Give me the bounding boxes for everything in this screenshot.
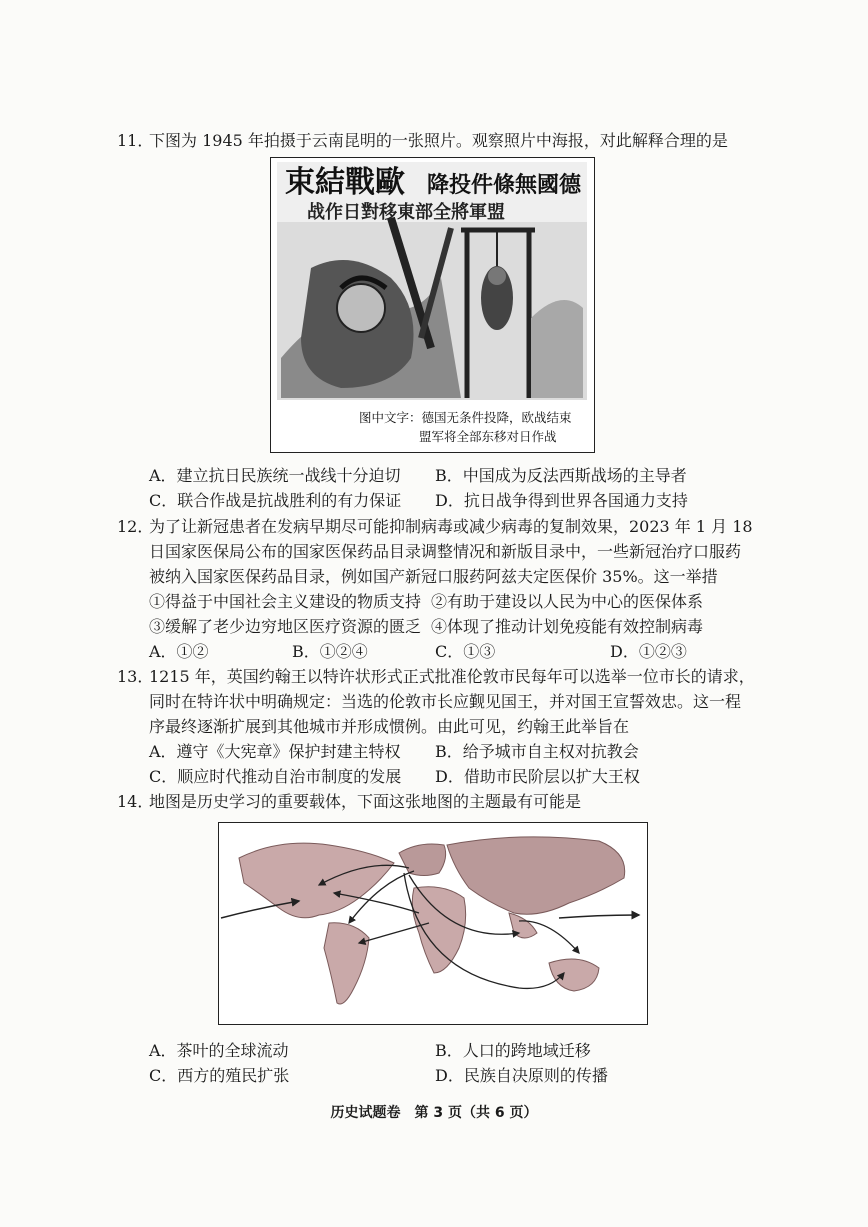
photo-caption-line2: 盟军将全部东移对日作战 <box>419 429 557 444</box>
q13-option-c[interactable]: C．顺应时代推动自治市制度的发展 <box>149 767 402 786</box>
q14-option-c[interactable]: C．西方的殖民扩张 <box>149 1066 290 1085</box>
q13-line2: 同时在特许状中明确规定：当选的伦敦市长应觐见国王，并对国王宣誓效忠。这一程 <box>149 692 742 711</box>
q13-option-d[interactable]: D．借助市民阶层以扩大王权 <box>435 767 640 786</box>
q14-stem: 地图是历史学习的重要载体，下面这张地图的主题最有可能是 <box>149 792 582 811</box>
q12-number: 12． <box>117 517 154 536</box>
q13-option-a[interactable]: A．遵守《大宪章》保护封建主特权 <box>149 742 401 761</box>
q11-option-d[interactable]: D．抗日战争得到世界各国通力支持 <box>435 491 688 510</box>
poster-subtitle: 战作日對移東部全將軍盟 <box>307 202 505 223</box>
q12-item4: ④体现了推动计划免疫能有效控制病毒 <box>431 617 704 636</box>
q11-option-c[interactable]: C．联合作战是抗战胜利的有力保证 <box>149 491 402 510</box>
q13-line3: 序最终逐渐扩展到其他城市并形成惯例。由此可见，约翰王此举旨在 <box>149 717 630 736</box>
q12-option-a[interactable]: A．①② <box>149 642 209 661</box>
q14-number: 14． <box>117 792 154 811</box>
page-footer: 历史试题卷 第 3 页（共 6 页） <box>330 1105 538 1121</box>
q11-stem: 下图为 1945 年拍摄于云南昆明的一张照片。观察照片中海报，对此解释合理的是 <box>149 131 728 150</box>
q12-line2: 日国家医保局公布的国家医保药品目录调整情况和新版目录中，一些新冠治疗口服药 <box>149 542 742 561</box>
poster-title-left: 束結戰歐 <box>285 165 405 200</box>
q11-option-a[interactable]: A．建立抗日民族统一战线十分迫切 <box>149 466 401 485</box>
q12-option-d[interactable]: D．①②③ <box>610 642 687 661</box>
poster-title-right: 降投件條無國德 <box>427 173 582 198</box>
q12-option-b[interactable]: B．①②④ <box>292 642 368 661</box>
q12-item2: ②有助于建设以人民为中心的医保体系 <box>431 592 704 611</box>
q14-world-map <box>218 822 648 1025</box>
q13-option-b[interactable]: B．给予城市自主权对抗教会 <box>435 742 639 761</box>
world-map-illustration <box>219 823 646 1023</box>
q11-photo <box>270 157 595 453</box>
q14-option-b[interactable]: B．人口的跨地域迁移 <box>435 1041 591 1060</box>
q12-item3: ③缓解了老少边穷地区医疗资源的匮乏 <box>149 617 422 636</box>
q11-option-b[interactable]: B．中国成为反法西斯战场的主导者 <box>435 466 687 485</box>
q11-number: 11． <box>117 131 154 150</box>
q13-number: 13． <box>117 667 154 686</box>
q12-option-c[interactable]: C．①③ <box>435 642 496 661</box>
photo-caption-line1: 图中文字：德国无条件投降，欧战结束 <box>359 410 572 425</box>
q13-line1: 1215 年，英国约翰王以特许状形式正式批准伦敦市民每年可以选举一位市长的请求， <box>149 667 755 686</box>
q12-line1: 为了让新冠患者在发病早期尽可能抑制病毒或减少病毒的复制效果，2023 年 1 月 18 <box>149 517 753 536</box>
q14-option-d[interactable]: D．民族自决原则的传播 <box>435 1066 608 1085</box>
q14-option-a[interactable]: A．茶叶的全球流动 <box>149 1041 289 1060</box>
q12-line3: 被纳入国家医保药品目录，例如国产新冠口服药阿兹夫定医保价 35%。这一举措 <box>149 567 718 586</box>
q12-item1: ①得益于中国社会主义建设的物质支持 <box>149 592 422 611</box>
poster-illustration <box>271 158 593 451</box>
